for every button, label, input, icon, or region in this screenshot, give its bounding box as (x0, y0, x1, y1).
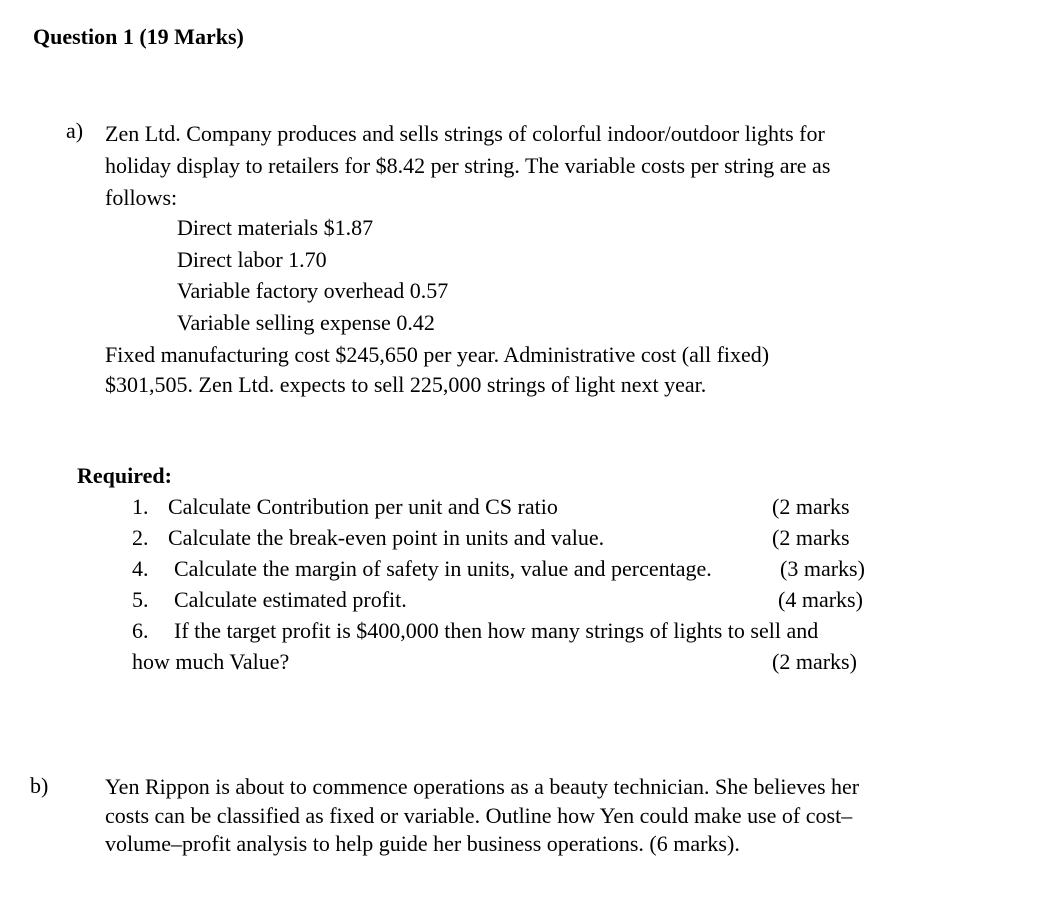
requirement-number: 2. (132, 525, 149, 550)
required-heading: Required: (77, 463, 172, 488)
requirement-text: Calculate the margin of safety in units, value and percentage. (174, 556, 712, 581)
intro-line: Zen Ltd. Company produces and sells strings of colorful indoor/outdoor lights for (105, 121, 825, 146)
requirement-number: 4. (132, 556, 149, 581)
requirement-marks: (2 marks (772, 525, 850, 550)
fixed-cost-text (105, 340, 769, 400)
intro-line: follows: (105, 185, 178, 210)
fixed-line: $301,505. Zen Ltd. expects to sell 225,000 strings of light next year. (105, 372, 707, 397)
requirement-marks: (4 marks) (778, 587, 863, 612)
part-b-text (105, 773, 955, 859)
fixed-line: Fixed manufacturing cost $245,650 per year. Administrative cost (all fixed) (105, 342, 770, 367)
part-a-label: a) (66, 118, 84, 143)
requirement-marks: (3 marks) (780, 556, 865, 581)
variable-cost-list (177, 212, 448, 338)
requirement-text: Calculate estimated profit. (174, 587, 407, 612)
requirement-text: Calculate Contribution per unit and CS ratio (168, 494, 558, 519)
part-a-intro (105, 118, 830, 214)
cost-item: Variable factory overhead 0.57 (177, 278, 449, 303)
part-b-line: costs can be classified as fixed or variable. Outline how Yen could make use of cost– (105, 802, 853, 828)
intro-line: holiday display to retailers for $8.42 per string. The variable costs per string are as (105, 153, 831, 178)
requirement-text: If the target profit is $400,000 then how many strings of lights to sell and (174, 618, 819, 643)
cost-item: Direct labor 1.70 (177, 246, 327, 272)
requirement-text: Calculate the break-even point in units and value. (168, 525, 605, 550)
requirement-text-continued: how much Value? (132, 649, 290, 674)
cost-item: Variable selling expense 0.42 (177, 309, 435, 335)
requirement-marks: (2 marks (772, 494, 850, 519)
requirement-number: 1. (132, 494, 149, 519)
requirement-marks: (2 marks) (772, 649, 857, 674)
part-b-label: b) (30, 773, 49, 798)
part-b-line: Yen Rippon is about to commence operations as a beauty technician. She believes her (105, 774, 860, 799)
question-title: Question 1 (19 Marks) (33, 24, 244, 49)
requirement-number: 5. (132, 587, 149, 612)
part-b-line: volume–profit analysis to help guide her business operations. (6 marks). (105, 831, 740, 856)
cost-item: Direct materials $1.87 (177, 215, 374, 240)
requirement-number: 6. (132, 618, 149, 643)
